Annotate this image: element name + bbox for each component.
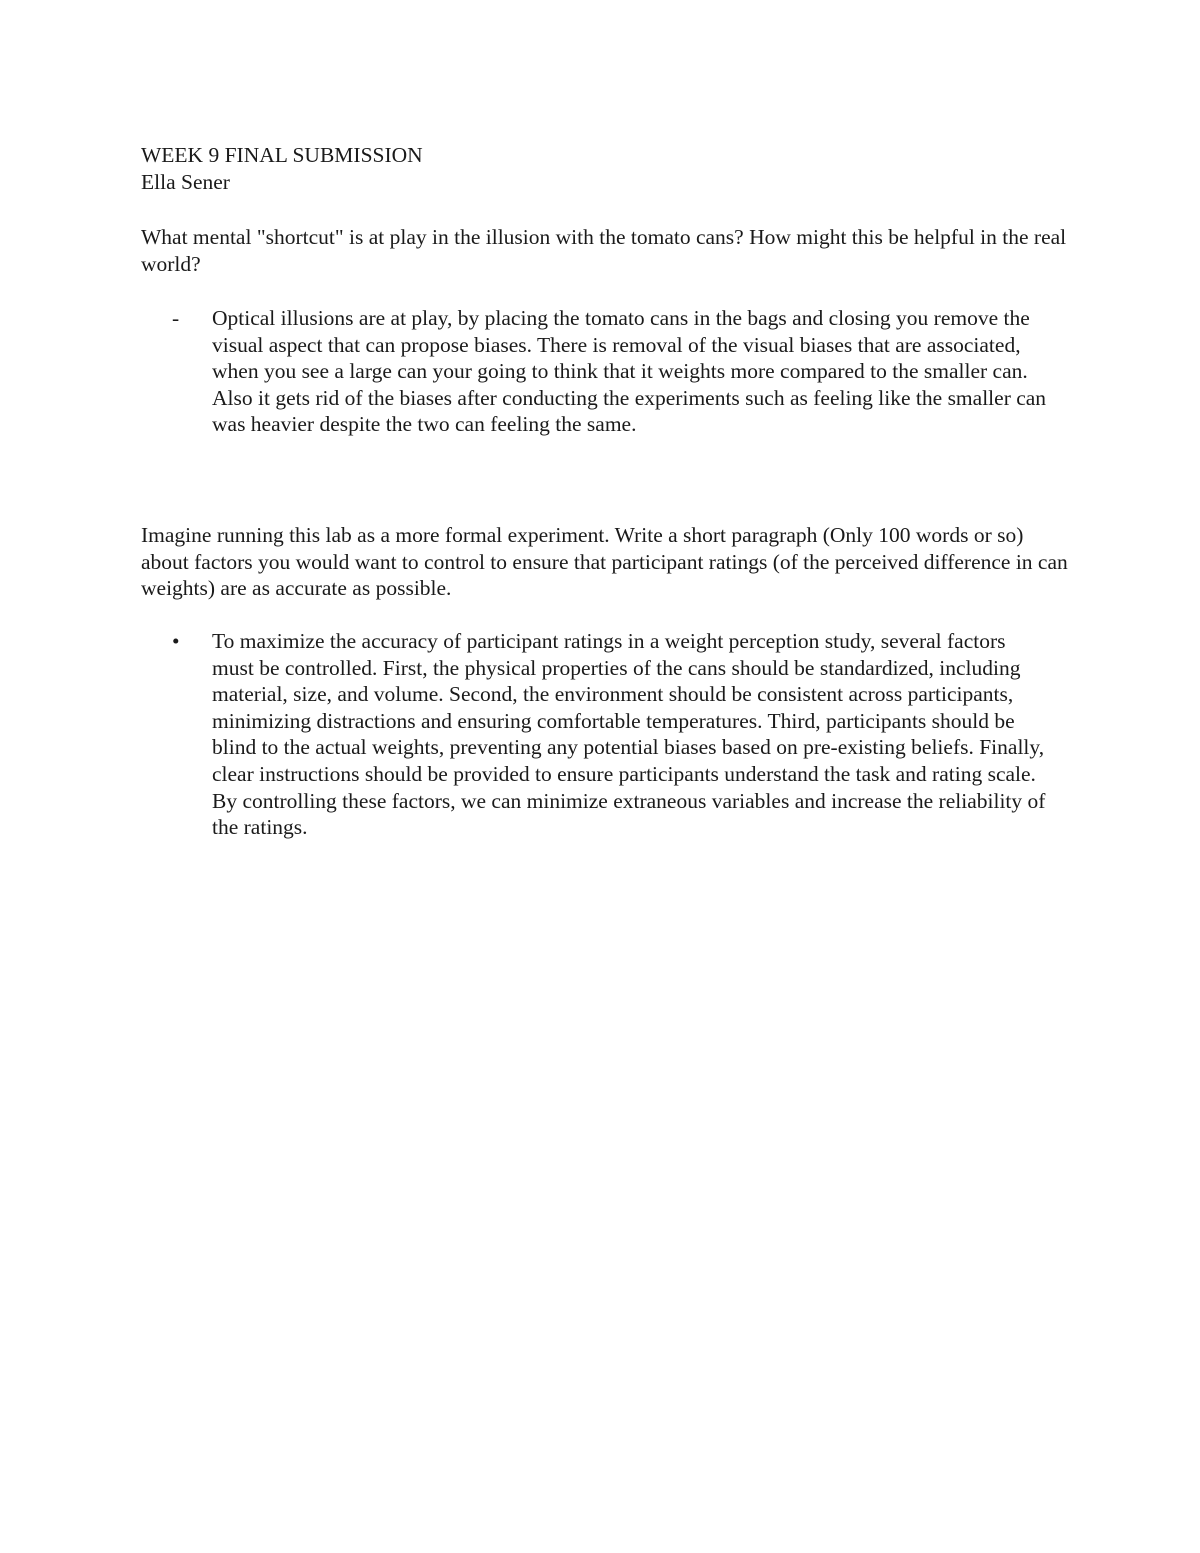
question-1: What mental "shortcut" is at play in the illusion with the tomato cans? How might this be helpful in the real world? [141, 225, 1067, 276]
author-name: Ella Sener [141, 170, 230, 194]
answer-2-text: To maximize the accuracy of participant ratings in a weight perception study, several factors must be controlled. First, the physical properties of the cans should be standardized, including material, size, and volume. Second, the environment should be consistent across participants, minimizing distractions and ensuring comfortable temperatures. Third, participants should be blind to the actual weights, preventing any potential biases based on pre-existing beliefs. Finally, clear instructions should be provided to ensure participants understand the task and rating scale. By controlling these factors, we can minimize extraneous variables and increase the reliability of the ratings. [212, 629, 1046, 840]
question-2: Imagine running this lab as a more formal experiment. Write a short paragraph (Only 100 words or so) about factors you would want to control to ensure that participant ratings (of the perceived difference in can weights) are as accurate as possible. [141, 523, 1068, 601]
answer-2-list-item [172, 628, 1052, 841]
dash-bullet-icon: - [172, 306, 180, 330]
answer-1-list-item [172, 305, 1052, 438]
document-title: WEEK 9 FINAL SUBMISSION [141, 143, 423, 167]
answer-1-text: Optical illusions are at play, by placing the tomato cans in the bags and closing you remove the visual aspect that can propose biases. There is removal of the visual biases that are associated, when you see a large can your going to think that it weights more compared to the smaller can. Also it gets rid of the biases after conducting the experiments such as feeling like the smaller can was heavier despite the two can feeling the same. [212, 306, 1047, 437]
round-bullet-icon: • [172, 629, 180, 653]
